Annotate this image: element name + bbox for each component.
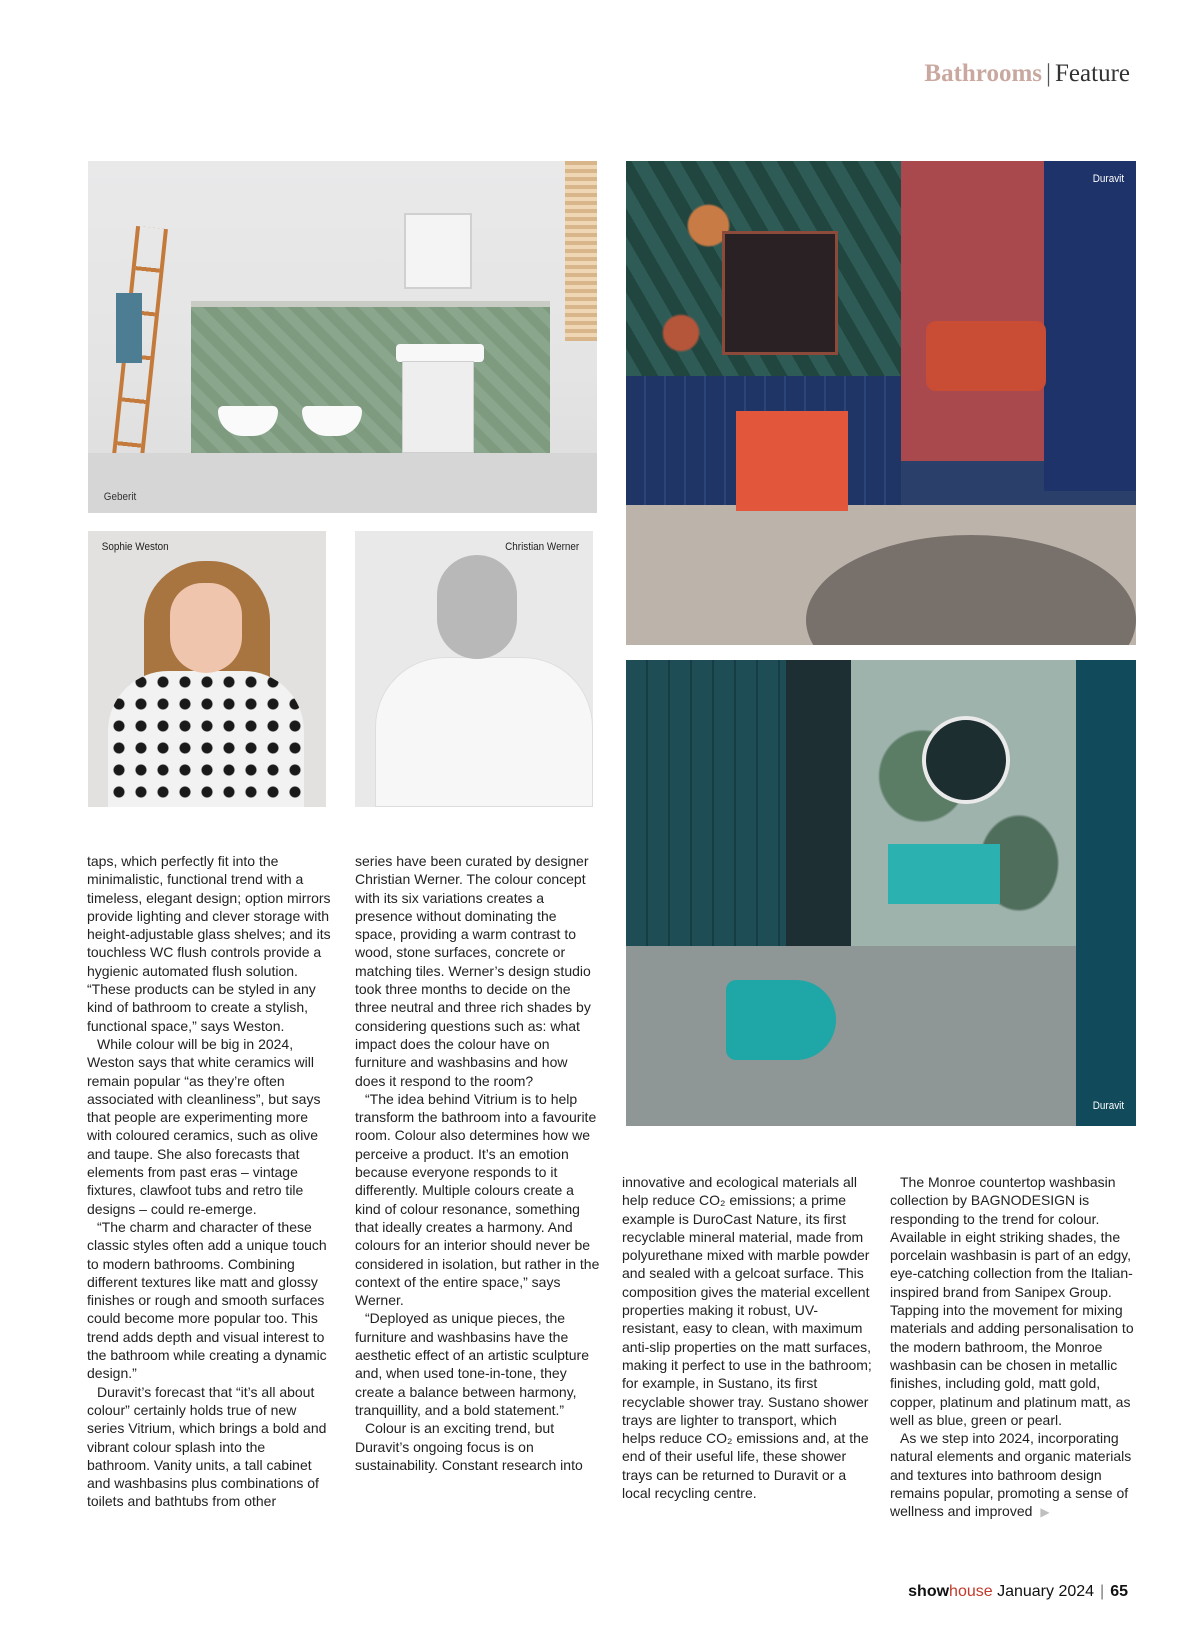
text-column-4 — [890, 1173, 1140, 1522]
paragraph: taps, which perfectly fit into the minimalistic, functional trend with a timeless, elegant design; option mirrors provide lighting and clever storage with height-adjustable glass shelves; and its touchless WC flush controls provide a hygienic automated flush solution. “These products can be styled in any kind of bathroom to create a stylish, functional space,” says Weston. — [87, 853, 331, 1034]
wall-shelf — [191, 301, 550, 307]
header-separator: | — [1046, 60, 1052, 87]
washbasin — [396, 344, 484, 362]
text-column-1 — [87, 852, 332, 1511]
paragraph: “The idea behind Vitrium is to help transform the bathroom into a favourite room. Colour also determines how we perceive a product. It’s an emotion because everyone responds to it differently. Multiple colours create a kind of colour resonance, something that ideally creates a harmony. And colours for an interior should never be considered in isolation, but rather in the context of the entire space,” says Werner. — [355, 1090, 600, 1309]
brand-light: house — [949, 1583, 993, 1600]
vanity-unit — [402, 361, 474, 453]
head — [437, 555, 517, 659]
paragraph-last — [890, 1429, 1140, 1521]
footer-separator: | — [1100, 1583, 1105, 1600]
photo-credit: Sophie Weston — [101, 541, 169, 553]
face — [170, 583, 242, 673]
paragraph: The Monroe countertop washbasin collection by BAGNODESIGN is responding to the trend for colour. Available in eight striking shades, the porcelain washbasin is part of an edgy, eye-catching collection from the Italian-inspired brand from Sanipex Group. Tapping into the movement for mixing materials and adding personalisation to the modern bathroom, the Monroe washbasin can be chosen in metallic finishes, including gold, matt gold, copper, platinum and platinum matt, as well as blue, green or pearl. — [890, 1174, 1134, 1428]
mirror — [722, 231, 838, 355]
page-number: 65 — [1110, 1583, 1128, 1600]
round-mirror — [922, 716, 1010, 804]
teal-wall — [1076, 660, 1136, 1126]
polka-dot-blouse — [108, 671, 304, 807]
sophie-weston-portrait — [88, 531, 326, 807]
red-vanity-unit — [736, 411, 848, 511]
issue-date: January 2024 — [992, 1583, 1095, 1600]
paragraph-text: As we step into 2024, incorporating natural elements and organic materials and textures into bathroom design remains popular, promoting a sense of wellness and improved — [890, 1430, 1132, 1520]
white-shirt — [375, 657, 593, 807]
play-triangle-icon: ▶ — [1040, 1505, 1050, 1520]
page-header — [924, 60, 1130, 88]
paragraph: series have been curated by designer Christian Werner. The colour concept with its six variations creates a presence without dominating the space, providing a warm contrast to wood, stone surfaces, concrete or matching tiles. Werner’s design studio took three months to decide on the three neutral and three rich shades by considering questions such as: what impact does the colour have on furniture and washbasins and how does it respond to the room? — [355, 853, 591, 1089]
brand-bold: show — [908, 1583, 950, 1600]
photo-credit: Duravit — [1092, 1100, 1125, 1112]
paragraph: “The charm and character of these classic styles often add a unique touch to modern bathrooms. Combining different textures like matt and glossy finishes or rough and smooth surfaces could become more popular too. This trend adds depth and visual interest to the bathroom while creating a dynamic design.” — [87, 1218, 327, 1382]
floor — [626, 946, 1076, 1126]
bathtub — [926, 321, 1046, 391]
paragraph: Colour is an exciting trend, but Duravit’s ongoing focus is on sustainability. Constant research into — [355, 1420, 583, 1473]
photo-credit: Geberit — [103, 491, 137, 503]
paragraph: Duravit’s forecast that “it’s all about colour” certainly holds true of new series Vitrium, which brings a bold and vibrant colour splash into the bathroom. Vanity units, a tall cabinet and washbasins plus combinations of toilets and bathtubs from other — [87, 1383, 327, 1510]
teal-toilet — [726, 980, 836, 1060]
paragraph: innovative and ecological materials all help reduce CO₂ emissions; a prime example is DuroCast Nature, its first recyclable mineral material, made from polyurethane mixed with marble powder and sealed with a gelcoat surface. This composition gives the material excellent properties making it robust, UV-resistant, easy to clean, with maximum anti-slip properties on the matt surfaces, making it perfect to use in the bathroom; for example, in Sustano, its first recyclable shower tray. Sustano shower trays are lighter to transport, which helps reduce CO₂ emissions and, at the end of their useful life, these shower trays can be returned to Duravit or a local recycling centre. — [622, 1174, 872, 1502]
teal-vanity-unit — [888, 844, 1000, 904]
christian-werner-portrait — [355, 531, 593, 807]
green-tile-panel — [191, 305, 550, 465]
duravit-red-bathroom-photo — [626, 161, 1136, 645]
window-blind — [565, 161, 597, 341]
floor — [88, 453, 597, 513]
feature-label: Feature — [1055, 60, 1130, 87]
mirror — [404, 213, 472, 289]
paragraph: “Deployed as unique pieces, the furniture and washbasins have the aesthetic effect of an artistic sculpture and, when used tone-in-tone, they create a balance between harmony, tranquillity, and a bold statement.” — [355, 1310, 589, 1418]
paragraph: While colour will be big in 2024, Weston says that white ceramics will remain popular “as they’re often associated with cleanliness”, but says that people are experimenting more with coloured ceramics, such as olive and taupe. She also forecasts that elements from past eras – vintage fixtures, clawfoot tubs and retro tile designs – could re-emerge. — [87, 1035, 321, 1217]
jungle-wallpaper — [851, 660, 1091, 950]
text-column-3 — [622, 1173, 872, 1502]
geberit-bathroom-photo — [88, 161, 597, 513]
towel — [116, 293, 142, 363]
photo-credit: Christian Werner — [504, 541, 579, 553]
blue-wall — [1044, 161, 1136, 491]
section-title: Bathrooms — [924, 60, 1043, 87]
text-column-2 — [355, 852, 600, 1474]
page-footer — [908, 1583, 1128, 1601]
duravit-teal-bathroom-photo — [626, 660, 1136, 1126]
photo-credit: Duravit — [1092, 173, 1125, 185]
